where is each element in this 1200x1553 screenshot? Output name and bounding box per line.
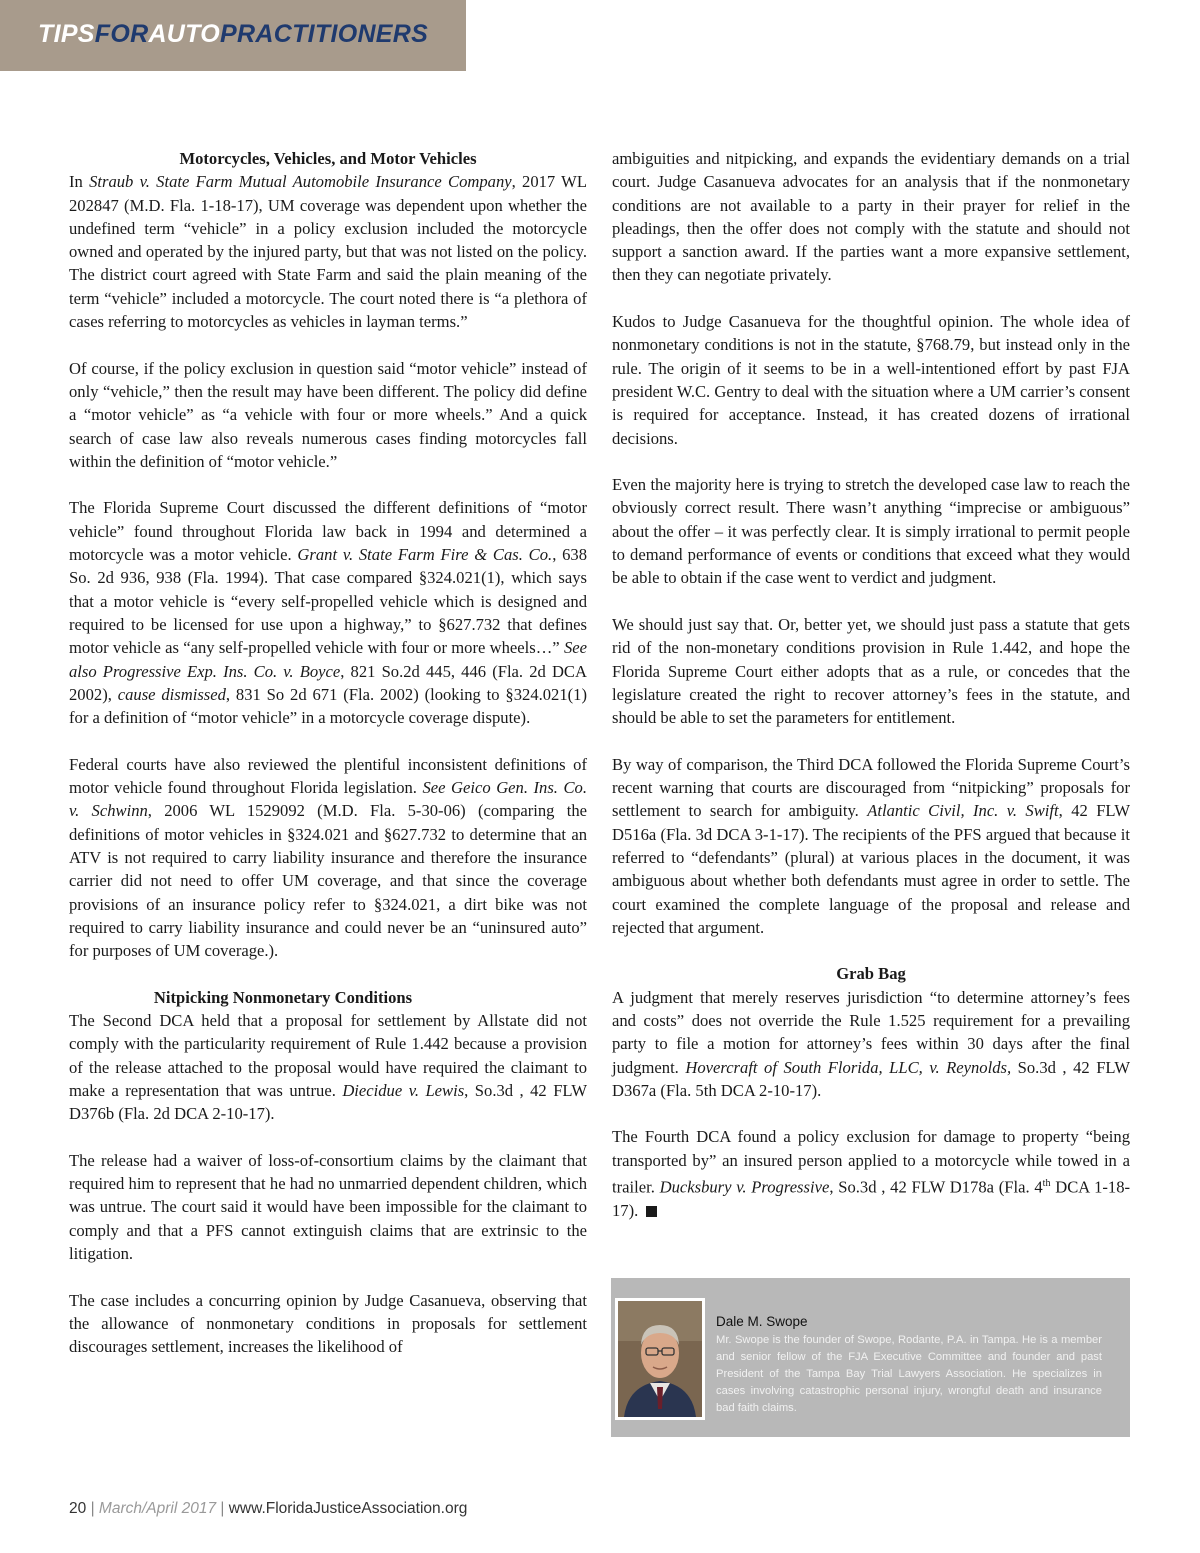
author-description: Mr. Swope is the founder of Swope, Rodante, P.A. in Tampa. He is a member and senior fellow of the FJA Executive Committee and founder and past President of the Tampa Bay Trial Lawyers Association. He specializes in cases involving catastrophic personal injury, wrongful death and insurance bad faith claims.: [716, 1334, 1102, 1414]
page-number: 20: [69, 1500, 87, 1517]
end-mark-icon: [646, 1206, 657, 1217]
paragraph: Kudos to Judge Casanueva for the thoughtful opinion. The whole idea of nonmonetary conditions is not in the statute, §768.79, but instead only in the rule. The origin of it seems to be in a well-intentioned effort by past FJA president W.C. Gentry to deal with the situation where a UM carrier’s consent is required for acceptance. Instead, it has created dozens of irrational decisions.: [612, 312, 1130, 448]
paragraph: The Florida Supreme Court discussed the different definitions of “motor vehicle” found throughout Florida law back in 1994 and determined a motorcycle was a motor vehicle. Grant v. State Farm Fire & Cas. Co., 638 So. 2d 936, 938 (Fla. 1994). That case compared §324.021(1), which says that a motor vehicle is “every self-propelled vehicle which is designed and required to be licensed for use upon a highway,” to §627.732 that defines motor vehicle as “any self-propelled vehicle with four or more wheels…” See also Progressive Exp. Ins. Co. v. Boyce, 821 So.2d 445, 446 (Fla. 2d DCA 2002), cause dismissed, 831 So 2d 671 (Fla. 2002) (looking to §324.021(1) for a definition of “motor vehicle” in a motorcycle coverage dispute).: [69, 498, 588, 728]
left-column: [69, 147, 587, 1382]
right-column: [612, 147, 1130, 1245]
paragraph: Even the majority here is trying to stretch the developed case law to reach the obviously correct result. There wasn’t anything “imprecise or ambiguous” about the offer – it was perfectly clear. It is simply irrational to permit people to demand performance of events or conditions that exceed what they would be able to obtain if the case went to verdict and judgment.: [612, 475, 1130, 588]
paragraph: In Straub v. State Farm Mutual Automobile Insurance Company, 2017 WL 202847 (M.D. Fla. 1-18-17), UM coverage was dependent upon whether the undefined term “vehicle” in a policy exclusion included the motorcycle owned and operated by the injured party, but that was not listed on the policy. The district court agreed with State Farm and said the plain meaning of the term “vehicle” included a motorcycle. The court noted there is “a plethora of cases referring to motorcycles as vehicles in layman terms.”: [69, 172, 587, 332]
paragraph: The Fourth DCA found a policy exclusion for damage to property “being transported by” an insured person applied to a motorcycle while towed in a trailer. Ducksbury v. Progressive, So.3d , 42 FLW D178a (Fla. 4th DCA 1-18-17).: [612, 1127, 1131, 1220]
issue-date: March/April 2017: [98, 1500, 217, 1517]
paragraph: The release had a waiver of loss-of-consortium claims by the claimant that required him to represent that he had no unmarried dependent children, which was untrue. The court said it would have been impossible for the claimant to comply and that a PFS cannot extinguish claims that are extrinsic to the litigation.: [69, 1150, 587, 1263]
heading-motorcycles: Motorcycles, Vehicles, and Motor Vehicles: [179, 149, 477, 168]
paragraph: ambiguities and nitpicking, and expands the evidentiary demands on a trial court. Judge Casanueva advocates for an analysis that if the nonmonetary conditions are not available to a party in their prayer for relief in the pleadings, then the offer does not comply with the statute and should not support a sanction award. If the parties want a more expansive settlement, then they can negotiate privately.: [612, 149, 1130, 285]
paragraph: Federal courts have also reviewed the plentiful inconsistent definitions of motor vehicle found throughout Florida legislation. See Geico Gen. Ins. Co. v. Schwinn, 2006 WL 1529092 (M.D. Fla. 5-30-06) (comparing the definitions of motor vehicles in §324.021 and §627.732 to determine that an ATV is not required to carry liability insurance and therefore the insurance carrier did not need to offer UM coverage, and that since the coverage provisions of an insurance policy refer to §324.021, a dirt bike was not required to carry liability insurance and could never be an “uninsured auto” for purposes of UM coverage.).: [69, 754, 588, 961]
portrait-icon: [618, 1301, 702, 1417]
heading-nitpicking: Nitpicking Nonmonetary Conditions: [153, 987, 413, 1007]
paragraph: By way of comparison, the Third DCA followed the Florida Supreme Court’s recent warning that courts are discouraged from “nitpicking” proposals for settlement to search for ambiguity. Atlantic Civil, Inc. v. Swift, 42 FLW D516a (Fla. 3d DCA 3-1-17). The recipients of the PFS argued that because it referred to “defendants” (plural) at various places in the document, it was ambiguous about whether both defendants must agree in order to settle. The court examined the complete language of the proposal and release and rejected that argument.: [612, 754, 1130, 937]
paragraph: The case includes a concurring opinion by Judge Casanueva, observing that the allowance of nonmonetary conditions in proposals for settlement discourages settlement, increases the likelihood of: [69, 1290, 587, 1357]
website-link[interactable]: www.FloridaJusticeAssociation.org: [228, 1500, 468, 1517]
author-name: Dale M. Swope: [716, 1314, 808, 1329]
paragraph: Of course, if the policy exclusion in question said “motor vehicle” instead of only “vehicle,” then the result may have been different. The policy did define a “motor vehicle” as “a vehicle with four or more wheels.” And a quick search of case law also reveals numerous cases finding motorcycles fall within the definition of “motor vehicle.”: [69, 358, 587, 471]
author-bio-box: [611, 1278, 1130, 1437]
section-title: TIPSFORAUTOPRACTITIONERS: [38, 20, 429, 48]
paragraph: We should just say that. Or, better yet, we should just pass a statute that gets rid of the non-monetary conditions provision in Rule 1.442, and hope the Florida Supreme Court either adopts that as a rule, or concedes that the legislature created the right to recover attorney’s fees in the statute, and should be able to set the parameters for entitlement.: [612, 614, 1130, 728]
page-footer: 20 | March/April 2017 | www.FloridaJusticeAssociation.org: [69, 1500, 468, 1517]
paragraph: The Second DCA held that a proposal for settlement by Allstate did not comply with the particularity requirement of Rule 1.442 because a provision of the release attached to the proposal would have required the claimant to make a representation that was untrue. Diecidue v. Lewis, So.3d , 42 FLW D376b (Fla. 2d DCA 2-10-17).: [69, 1010, 587, 1124]
author-photo: [615, 1298, 705, 1420]
heading-grab-bag: Grab Bag: [836, 964, 906, 984]
section-banner: [0, 0, 466, 71]
paragraph: A judgment that merely reserves jurisdiction “to determine attorney’s fees and costs” does not override the Rule 1.525 requirement for a prevailing party to file a motion for attorney’s fees within 30 days after the final judgment. Hovercraft of South Florida, LLC, v. Reynolds, So.3d , 42 FLW D367a (Fla. 5th DCA 2-10-17).: [612, 987, 1130, 1100]
